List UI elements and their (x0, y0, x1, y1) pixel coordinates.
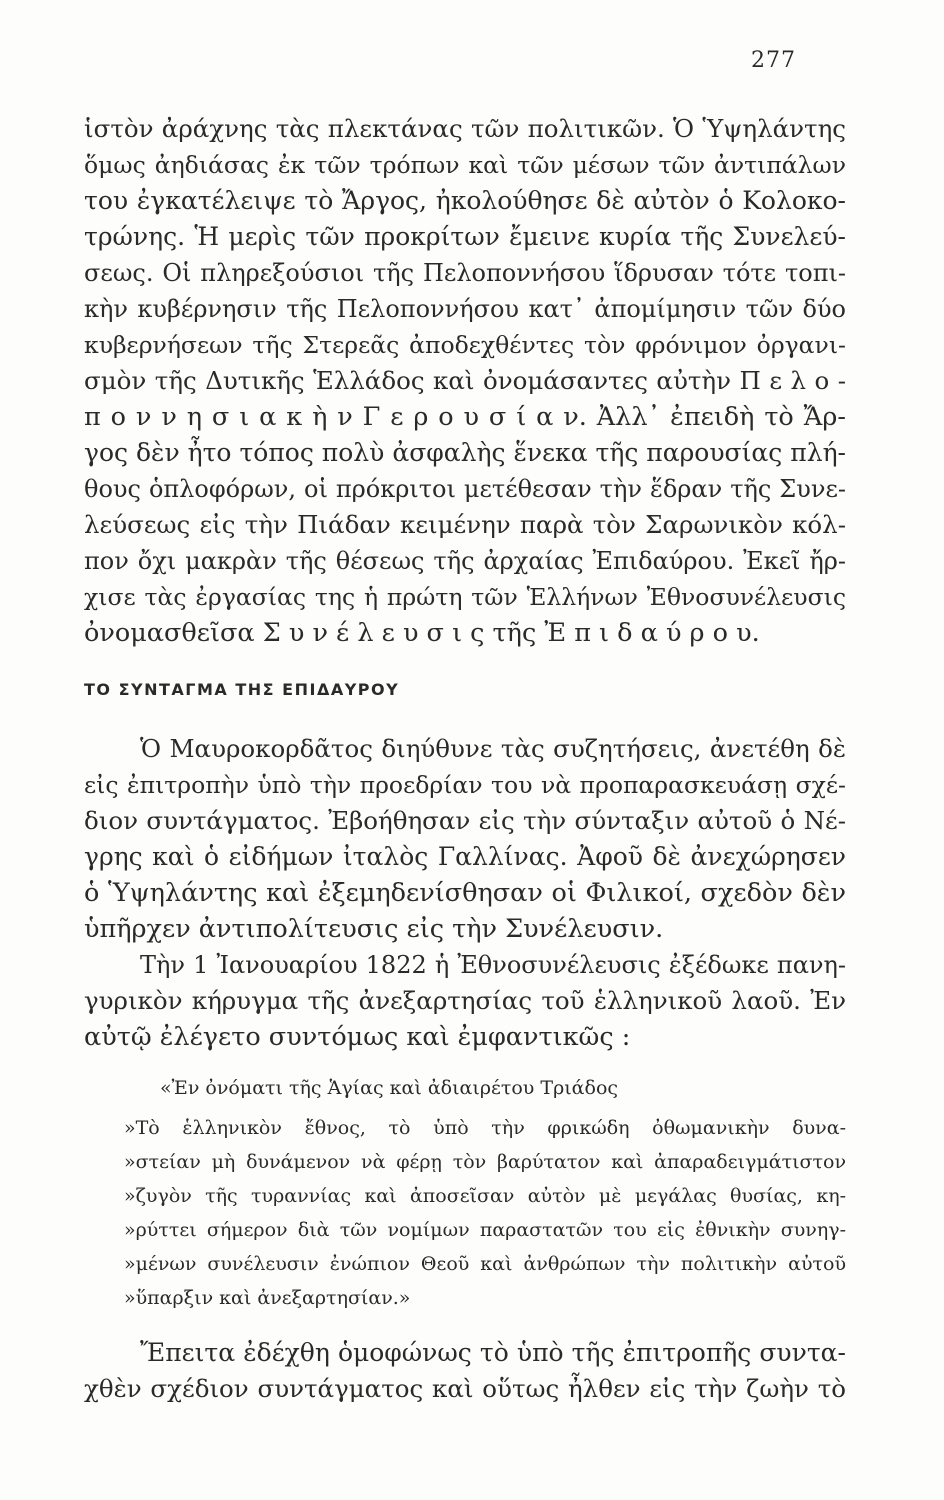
page-number: 277 (751, 48, 796, 73)
text-line: Ἔπειτα ἐδέχθη ὁμοφώνως τὸ ὑπὸ τῆς ἐπιτροπῆς συντα- (140, 1338, 846, 1367)
text-line: πον ὄχι μακρὰν τῆς θέσεως τῆς ἀρχαίας Ἐπιδαύρου. Ἐκεῖ ἤρ- (84, 547, 846, 575)
text-line: εἰς ἐπιτροπὴν ὑπὸ τὴν προεδρίαν του νὰ προπαρασκευάσῃ σχέ- (84, 771, 846, 799)
text-line: ὅμως ἀηδιάσας ἐκ τῶν τρόπων καὶ τῶν μέσων τῶν ἀντιπάλων (84, 151, 846, 179)
quote-line: »Τὸ ἑλληνικὸν ἔθνος, τὸ ὑπὸ τὴν φρικώδη ὀθωμανικὴν δυνα- (124, 1117, 846, 1139)
text-line: σμὸν τῆς Δυτικῆς Ἑλλάδος καὶ ὀνομάσαντες αὐτὴν Π ε λ ο - (84, 366, 846, 395)
quote-line: »ζυγὸν τῆς τυραννίας καὶ ἀποσεῖσαν αὐτὸν μὲ μεγάλας θυσίας, κη- (124, 1185, 846, 1207)
quote-line: »ρύττει σήμερον διὰ τῶν νομίμων παραστατῶν του εἰς ἐθνικὴν συνηγ- (124, 1219, 846, 1241)
text-line: ὀνομασθεῖσα Σ υ ν έ λ ε υ σ ι ς τῆς Ἐ π ι δ α ύ ρ ο υ. (84, 618, 760, 648)
text-line: π ο ν ν η σ ι α κ ὴ ν Γ ε ρ ο υ σ ί α ν. Ἀλλ᾿ ἐπειδὴ τὸ Ἄρ- (84, 402, 846, 432)
quote-line: «Ἐν ὀνόματι τῆς Ἁγίας καὶ ἀδιαιρέτου Τριάδος (160, 1077, 619, 1099)
text-line: ὑπῆρχεν ἀντιπολίτευσις εἰς τὴν Συνέλευσιν. (84, 914, 664, 944)
text-line: χισε τὰς ἐργασίας της ἡ πρώτη τῶν Ἑλλήνων Ἐθνοσυνέλευσις (84, 583, 846, 611)
text-line: ὁ Ὑψηλάντης καὶ ἐξεμηδενίσθησαν οἱ Φιλικοί, σχεδὸν δὲν (84, 878, 846, 908)
text-line: τρώνης. Ἡ μερὶς τῶν προκρίτων ἔμεινε κυρία τῆς Συνελεύ- (84, 222, 846, 251)
quote-line: »μένων συνέλευσιν ἐνώπιον Θεοῦ καὶ ἀνθρώπων τὴν πολιτικὴν αὐτοῦ (124, 1253, 846, 1275)
text-line: αὐτῷ ἐλέγετο συντόμως καὶ ἐμφαντικῶς : (84, 1022, 631, 1052)
text-line: γος δὲν ἦτο τόπος πολὺ ἀσφαλὴς ἕνεκα τῆς παρουσίας πλή- (84, 438, 846, 467)
text-line: κυβερνήσεων τῆς Στερεᾶς ἀποδεχθέντες τὸν φρόνιμον ὀργανι- (84, 331, 846, 359)
text-line: γυρικὸν κήρυγμα τῆς ἀνεξαρτησίας τοῦ ἑλληνικοῦ λαοῦ. Ἐν (84, 986, 846, 1015)
text-line: Τὴν 1 Ἰανουαρίου 1822 ἡ Ἐθνοσυνέλευσις ἐξέδωκε πανη- (140, 951, 846, 979)
text-line: σεως. Οἱ πληρεξούσιοι τῆς Πελοποννήσου ἵδρυσαν τότε τοπι- (84, 259, 846, 287)
text-line: θους ὁπλοφόρων, οἱ πρόκριτοι μετέθεσαν τὴν ἕδραν τῆς Συνε- (84, 475, 846, 503)
section-heading: ΤΟ ΣΥΝΤΑΓΜΑ ΤΗΣ ΕΠΙΔΑΥΡΟΥ (84, 680, 400, 699)
text-line: κὴν κυβέρνησιν τῆς Πελοποννήσου κατ᾿ ἀπομίμησιν τῶν δύο (84, 295, 846, 323)
text-line: Ὁ Μαυροκορδᾶτος διηύθυνε τὰς συζητήσεις, ἀνετέθη δὲ (140, 734, 846, 763)
text-line: λεύσεως εἰς τὴν Πιάδαν κειμένην παρὰ τὸν Σαρωνικὸν κόλ- (84, 510, 846, 539)
text-line: διον συντάγματος. Ἐβοήθησαν εἰς τὴν σύνταξιν αὐτοῦ ὁ Νέ- (84, 806, 846, 835)
text-line: χθὲν σχέδιον συντάγματος καὶ οὕτως ἦλθεν εἰς τὴν ζωὴν τὸ (84, 1374, 846, 1403)
text-line: ἱστὸν ἀράχνης τὰς πλεκτάνας τῶν πολιτικῶν. Ὁ Ὑψηλάντης (84, 114, 846, 143)
text-line: γρης καὶ ὁ εἰδήμων ἰταλὸς Γαλλίνας. Ἀφοῦ δὲ ἀνεχώρησεν (84, 842, 846, 871)
quote-line: »ὕπαρξιν καὶ ἀνεξαρτησίαν.» (124, 1287, 411, 1309)
text-line: του ἐγκατέλειψε τὸ Ἄργος, ἠκολούθησε δὲ αὐτὸν ὁ Κολοκο- (84, 186, 846, 215)
quote-line: »στείαν μὴ δυνάμενον νὰ φέρῃ τὸν βαρύτατον καὶ ἀπαραδειγμάτιστον (124, 1151, 846, 1173)
